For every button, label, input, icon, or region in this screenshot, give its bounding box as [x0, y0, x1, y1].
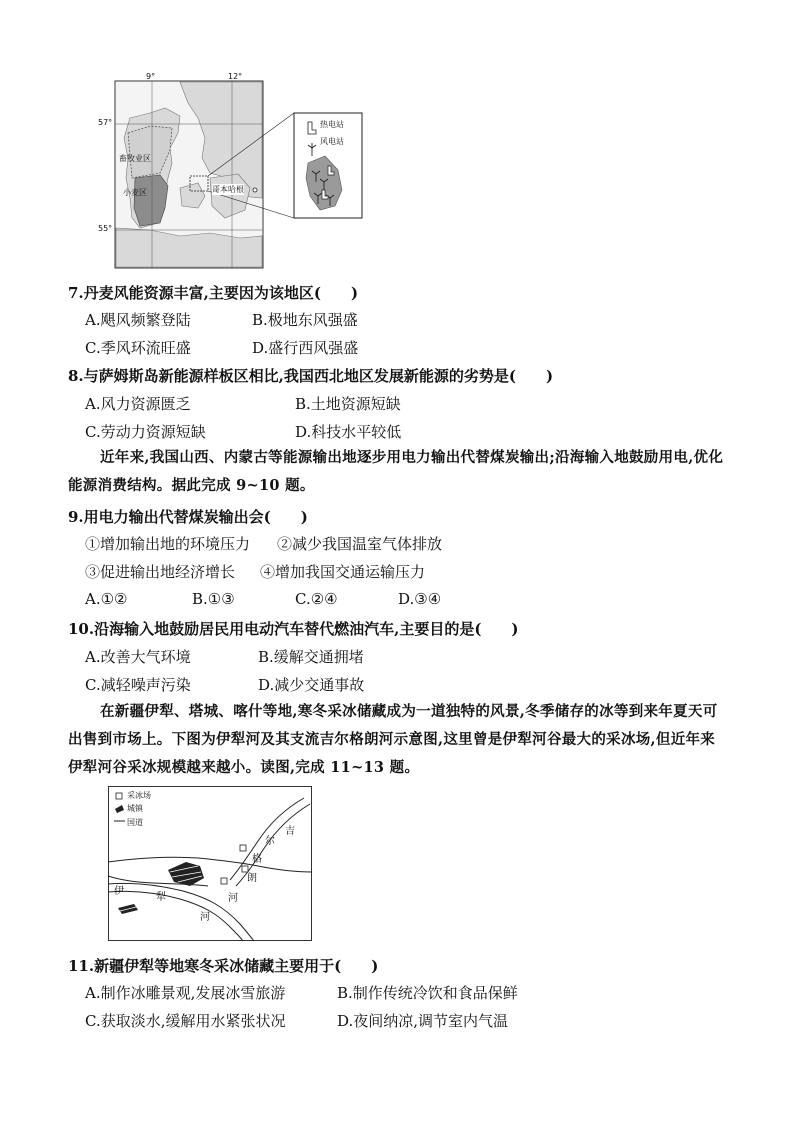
passage-9-10: 近年来,我国山西、内蒙古等能源输出地逐步用电力输出代替煤炭输出;沿海输入地鼓励用电,优化能源消费结构。据此完成 9~10 题。 [68, 449, 724, 494]
main-char-3: 河 [200, 912, 210, 923]
q9-option-c[interactable]: C.②④ [295, 590, 338, 608]
q7-option-c[interactable]: C.季风环流旺盛 [85, 339, 191, 357]
trib-char-2: 尔 [265, 836, 275, 847]
q8-stem: 8.与萨姆斯岛新能源样板区相比,我国西北地区发展新能源的劣势是( ) [68, 367, 554, 385]
q11-stem: 11.新疆伊犁等地寒冬采冰储藏主要用于( ) [68, 957, 379, 975]
lat-label-57: 57° [98, 118, 113, 127]
trib-char-3: 格 [252, 854, 262, 865]
trib-char-5: 河 [228, 893, 238, 904]
q8-option-a[interactable]: A.风力资源匮乏 [85, 395, 191, 413]
q10-option-a[interactable]: A.改善大气环境 [85, 648, 191, 666]
q9-item-2: ②减少我国温室气体排放 [277, 535, 443, 553]
q11-option-d[interactable]: D.夜间纳凉,调节室内气温 [337, 1012, 509, 1030]
legend-wind-label: 风电站 [320, 137, 344, 146]
q11-option-b[interactable]: B.制作传统冷饮和食品保鲜 [337, 984, 518, 1002]
q8-option-c[interactable]: C.劳动力资源短缺 [85, 423, 206, 441]
legend-ice-label: 采冰场 [127, 791, 151, 800]
legend-thermal-label: 热电站 [320, 120, 344, 129]
q11-option-a[interactable]: A.制作冰雕景观,发展冰雪旅游 [85, 984, 286, 1002]
q8-option-d[interactable]: D.科技水平较低 [295, 423, 402, 441]
denmark-map [110, 78, 365, 273]
q10-stem: 10.沿海输入地鼓励居民用电动汽车替代燃油汽车,主要目的是( ) [68, 620, 519, 638]
q9-option-a[interactable]: A.①② [85, 590, 128, 608]
passage-11-13: 在新疆伊犁、塔城、喀什等地,寒冬采冰储藏成为一道独特的风景,冬季储存的冰等到来年夏天可出售到市场上。下图为伊犁河及其支流吉尔格朗河示意图,这里曾是伊犁河谷最大的采冰场,但近年来伊犁河谷采冰规模越来越小。读图,完成 11~13 题。 [68, 703, 718, 776]
q9-item-1: ①增加输出地的环境压力 [85, 535, 251, 553]
q9-option-d[interactable]: D.③④ [398, 590, 442, 608]
region-wheat-label: 小麦区 [123, 188, 147, 197]
q7-option-a[interactable]: A.飓风频繁登陆 [85, 311, 191, 329]
city-label: 哥本哈根 [212, 185, 244, 194]
lat-label-55: 55° [98, 224, 113, 233]
q9-stem: 9.用电力输出代替煤炭输出会( ) [68, 508, 308, 526]
lon-label-9: 9° [146, 72, 156, 81]
q9-item-4: ④增加我国交通运输压力 [260, 563, 426, 581]
main-char-2: 犁 [156, 892, 166, 903]
q7-option-b[interactable]: B.极地东风强盛 [252, 311, 358, 329]
q9-item-3: ③促进输出地经济增长 [85, 563, 236, 581]
legend-town-label: 城镇 [127, 804, 143, 813]
q11-option-c[interactable]: C.获取淡水,缓解用水紧张状况 [85, 1012, 286, 1030]
q7-option-d[interactable]: D.盛行西风强盛 [252, 339, 359, 357]
q9-option-b[interactable]: B.①③ [192, 590, 235, 608]
q10-option-b[interactable]: B.缓解交通拥堵 [258, 648, 364, 666]
lon-label-12: 12° [228, 72, 243, 81]
trib-char-4: 朗 [247, 873, 257, 884]
q7-stem: 7.丹麦风能资源丰富,主要因为该地区( ) [68, 284, 359, 302]
q10-option-c[interactable]: C.减轻噪声污染 [85, 676, 191, 694]
region-livestock-label: 畜牧业区 [119, 154, 151, 163]
legend-road-label: 国道 [127, 818, 143, 827]
trib-char-1: 吉 [285, 826, 295, 837]
main-char-1: 伊 [114, 886, 124, 897]
q8-option-b[interactable]: B.土地资源短缺 [295, 395, 401, 413]
q10-option-d[interactable]: D.减少交通事故 [258, 676, 365, 694]
